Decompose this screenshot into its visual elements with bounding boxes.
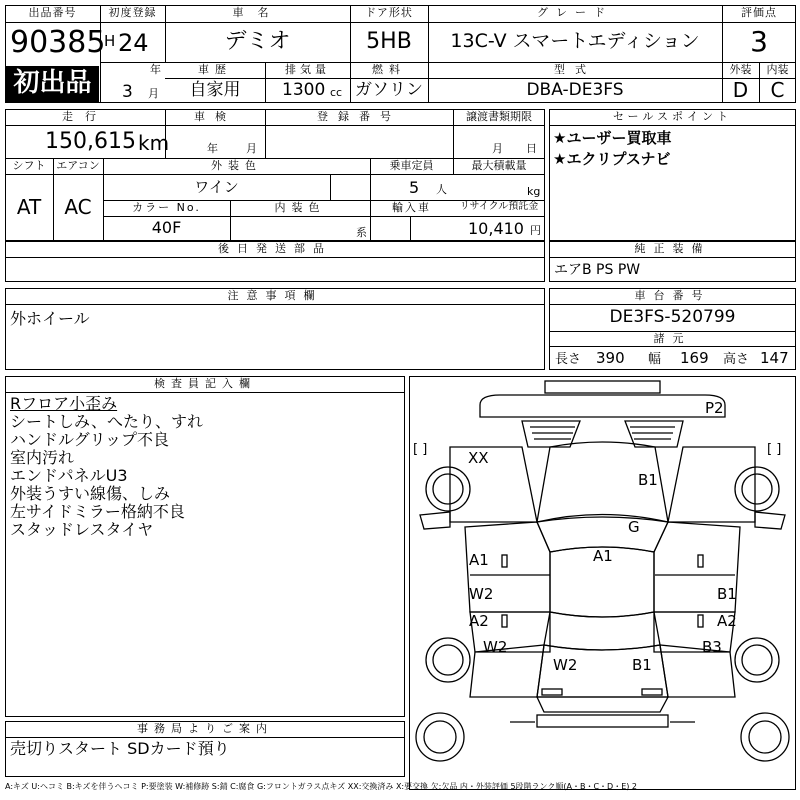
capacity: 5: [409, 178, 420, 197]
inspector-note: ハンドルグリップ不良: [10, 430, 170, 449]
first-listing-label: 初出品: [13, 68, 92, 98]
capacity-unit: 人: [436, 183, 447, 196]
later-parts-label: 後日発送部品: [218, 242, 332, 255]
inspector-label: 検査員記入欄: [154, 377, 256, 390]
exterior-grade-label: 外装: [729, 63, 752, 76]
genuine-equipment-label: 純正装備: [634, 242, 711, 255]
mark-p2: P2: [705, 399, 724, 417]
mark-b1-rear: B1: [632, 656, 652, 674]
model-label: 型式: [554, 63, 596, 76]
mark-a2-right: A2: [717, 612, 737, 630]
inspector-note: スタッドレスタイヤ: [10, 520, 154, 539]
inspector-note: エンドパネルU3: [10, 466, 128, 485]
interior-color-suffix: 系: [356, 226, 367, 239]
year-unit: 年: [150, 63, 161, 76]
office-label: 事務局よりご案内: [137, 722, 273, 735]
month-unit: 月: [148, 87, 159, 100]
recycle-label: リサイクル預託金: [459, 201, 539, 212]
interior-grade-label: 内装: [766, 63, 789, 76]
spare-wheel-left: [416, 713, 464, 761]
car-name-label: 車名: [232, 6, 283, 19]
load-unit: kg: [527, 185, 541, 198]
inspector-note: シートしみ、へたり、すれ: [10, 412, 203, 431]
front-bumper: [545, 381, 660, 393]
mark-b1-right-upper: B1: [717, 585, 737, 603]
history: 自家用: [189, 80, 241, 100]
mark-b1-hood: B1: [638, 471, 658, 489]
specs-label: 諸元: [653, 332, 692, 345]
displacement-label: 排気量: [285, 63, 330, 76]
width-label: 幅: [648, 352, 662, 367]
plate-label: 登録番号: [317, 110, 401, 123]
displacement-unit: cc: [330, 86, 343, 99]
era: H: [104, 32, 116, 50]
fuel-label: 燃料: [372, 63, 406, 76]
mark-w2-left-upper: W2: [469, 585, 494, 603]
mark-a2-left: A2: [469, 612, 489, 630]
width: 169: [680, 349, 709, 367]
chassis-number: DE3FS-520799: [609, 307, 736, 327]
mark-b3: B3: [702, 638, 722, 656]
fuel: ガソリン: [355, 80, 423, 100]
reg-month: 3: [122, 82, 133, 102]
caution-text: 外ホイール: [10, 309, 90, 328]
score: 3: [750, 25, 768, 58]
mark-xx: XX: [468, 449, 489, 467]
color: ワイン: [194, 178, 239, 196]
shift: AT: [16, 195, 42, 219]
sales-point-2: ★エクリプスナビ: [553, 150, 671, 168]
inspector-note: 左サイドミラー格納不良: [10, 502, 185, 521]
grade: 13C-V スマートエディション: [450, 30, 700, 52]
mileage-label: 走行: [62, 110, 108, 123]
mileage-unit: km: [138, 131, 170, 155]
sales-points-label: セールスポイント: [612, 110, 732, 123]
car-name: デミオ: [224, 29, 291, 54]
history-label: 車歴: [198, 63, 232, 76]
inspector-note: 外装うすい線傷、しみ: [10, 484, 171, 503]
displacement: 1300: [282, 80, 326, 100]
front-panel: [480, 395, 725, 417]
score-label: 評価点: [741, 6, 777, 19]
model: DBA-DE3FS: [526, 80, 624, 100]
transfer-month-unit: 月: [492, 142, 503, 155]
spare-wheel-right: [741, 713, 789, 761]
mark-w2-rear: W2: [553, 656, 578, 674]
height: 147: [760, 349, 789, 367]
capacity-label: 乗車定員: [389, 159, 434, 172]
shift-label: シフト: [12, 159, 46, 172]
color-label: 外装色: [211, 159, 262, 172]
height-label: 高さ: [723, 352, 750, 367]
caution-label: 注意事項欄: [227, 289, 323, 302]
rear-window: [544, 612, 660, 650]
length-label: 長さ: [555, 352, 582, 367]
door-type: 5HB: [366, 29, 412, 54]
lot-label: 出品番号: [28, 6, 77, 19]
inspection-month-unit: 月: [246, 142, 257, 155]
ac-label: エアコン: [56, 159, 100, 172]
legend: A:キズ U:ヘコミ B:キズを伴うヘコミ P:要塗装 W:補修跡 S:錆 C:腐食 G:フロントガラス点キズ XX:交換済み X:要交換 欠:欠品 内・外装評価 5段階ランク順(A・B・C・D・E) 2: [5, 782, 638, 791]
sales-point-1: ★ユーザー買取車: [553, 129, 672, 147]
inspector-note: 室内汚れ: [10, 448, 75, 467]
rear-bumper: [537, 715, 668, 727]
bracket-right: [ ]: [767, 442, 782, 457]
mark-a1-left: A1: [469, 551, 489, 569]
ac: AC: [64, 195, 92, 219]
genuine-equipment-value: エアB PS PW: [554, 262, 641, 278]
interior-grade: C: [770, 78, 785, 102]
inspector-note: Rフロア小歪み: [10, 394, 118, 413]
color-no-label: カラー No.: [132, 201, 201, 214]
grade-label: グレード: [537, 6, 613, 19]
reg-year: 24: [118, 29, 149, 57]
inspection-label: 車検: [194, 110, 236, 123]
recycle: 10,410: [468, 219, 524, 238]
import-label: 輸入車: [392, 201, 431, 214]
mark-g: G: [628, 518, 640, 536]
car-diagram-svg: [410, 377, 795, 789]
inspection-year-unit: 年: [207, 142, 218, 155]
door-label: ドア形状: [365, 6, 413, 19]
mileage: 150,615: [45, 129, 136, 154]
transfer-day-unit: 日: [526, 142, 537, 155]
mark-w2-left-lower: W2: [483, 638, 508, 656]
color-no: 40F: [151, 218, 182, 237]
length: 390: [596, 349, 625, 367]
office-text: 売切りスタート SDカード預り: [10, 739, 230, 758]
chassis-label: 車台番号: [634, 289, 711, 302]
interior-color-label: 内装色: [274, 201, 326, 214]
reg-label: 初度登録: [108, 6, 157, 19]
lot-number: 90385: [10, 25, 106, 60]
mark-a1-roof: A1: [593, 547, 613, 565]
load-label: 最大積載量: [471, 159, 527, 172]
exterior-grade: D: [732, 78, 749, 102]
transfer-label: 譲渡書類期限: [466, 110, 532, 123]
car-diagram: [409, 376, 796, 790]
bracket-left: [ ]: [413, 442, 428, 457]
recycle-unit: 円: [530, 224, 541, 237]
